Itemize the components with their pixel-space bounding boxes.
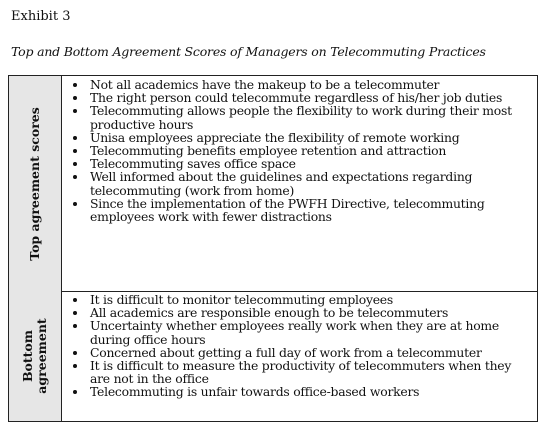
bottom-label-line1: Bottom bbox=[20, 330, 35, 383]
agreement-scores-table bbox=[8, 75, 538, 422]
list-item: • Telecommuting is unfair towards office-based workers bbox=[88, 385, 531, 398]
list-item: • The right person could telecommute regardless of his/her job duties bbox=[88, 91, 531, 104]
list-item: • It is difficult to monitor telecommuting employees bbox=[88, 293, 531, 306]
top-section-side-cell bbox=[9, 76, 62, 291]
list-item: • Concerned about getting a full day of work from a telecommuter bbox=[88, 346, 531, 359]
top-agreement-section bbox=[9, 76, 537, 292]
bottom-label-line2: agreement bbox=[34, 318, 49, 394]
top-section-label: Top agreement scores bbox=[27, 106, 42, 261]
list-item: • Well informed about the guidelines and expectations regarding telecommuting (work from home) bbox=[88, 170, 531, 196]
top-items-list bbox=[62, 76, 537, 223]
list-item: • Uncertainty whether employees really work when they are at home during office hours bbox=[88, 319, 531, 345]
list-item: • Not all academics have the makeup to be a telecommuter bbox=[88, 78, 531, 91]
list-item: • Since the implementation of the PWFH Directive, telecommuting employees work with fewer distractions bbox=[88, 197, 531, 223]
list-item: • It is difficult to measure the productivity of telecommuters when they are not in the office bbox=[88, 359, 531, 385]
exhibit-caption: Top and Bottom Agreement Scores of Managers on Telecommuting Practices bbox=[11, 44, 486, 59]
list-item: • Telecommuting saves office space bbox=[88, 157, 531, 170]
bottom-section-side-cell bbox=[9, 291, 62, 421]
bottom-items-list bbox=[62, 291, 537, 399]
bottom-section-content bbox=[62, 291, 537, 421]
list-item: • Unisa employees appreciate the flexibility of remote working bbox=[88, 131, 531, 144]
bottom-agreement-section bbox=[9, 291, 537, 421]
list-item: • All academics are responsible enough to be telecommuters bbox=[88, 306, 531, 319]
top-section-content bbox=[62, 76, 537, 291]
list-item: • Telecommuting benefits employee retention and attraction bbox=[88, 144, 531, 157]
bottom-section-label bbox=[21, 318, 49, 393]
exhibit-label: Exhibit 3 bbox=[11, 9, 71, 24]
list-item: • Telecommuting allows people the flexibility to work during their most productive hours bbox=[88, 104, 531, 130]
